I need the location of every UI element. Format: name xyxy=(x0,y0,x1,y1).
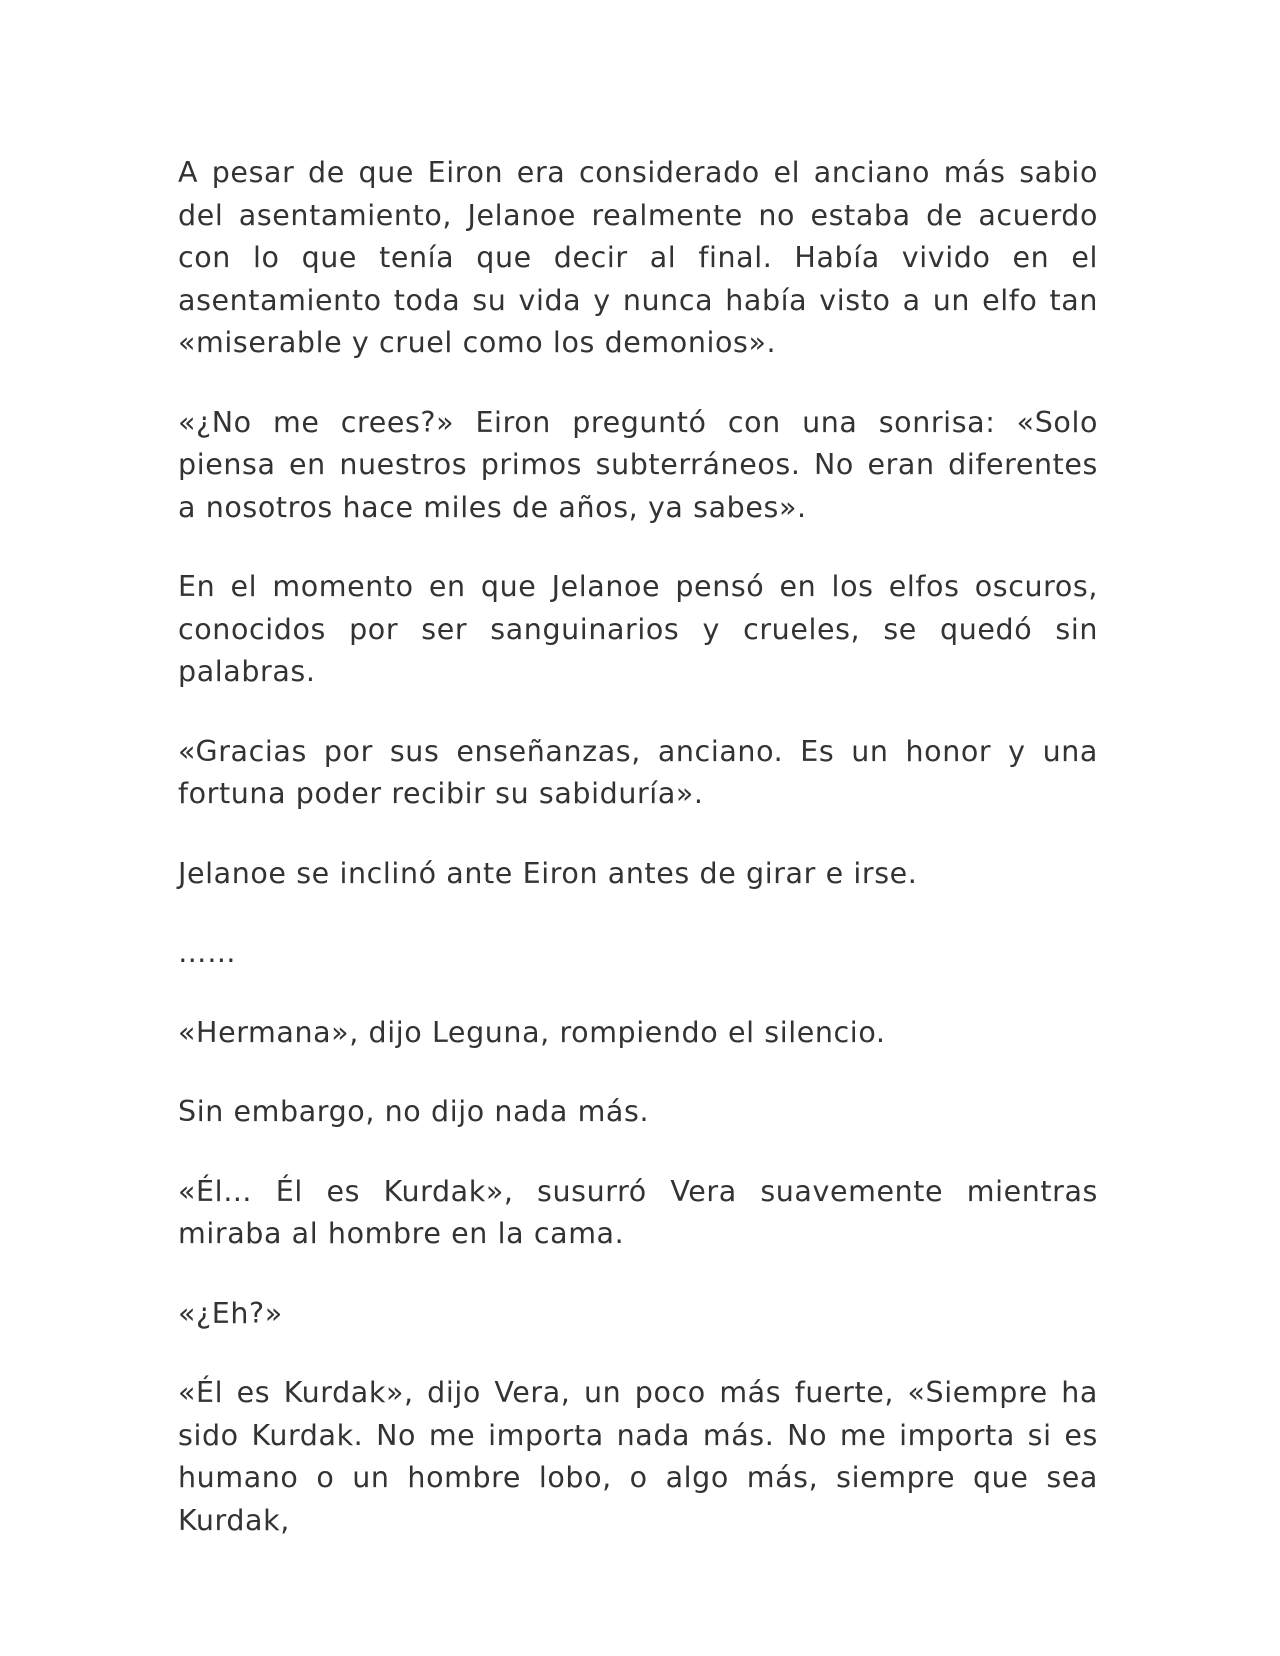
paragraph: Jelanoe se inclinó ante Eiron antes de girar e irse. xyxy=(178,856,918,890)
paragraph: En el momento en que Jelanoe pensó en los elfos oscuros, conocidos por ser sanguinarios y crueles, se quedó sin palabras. xyxy=(178,570,1098,688)
document-body xyxy=(178,152,1098,1542)
paragraph: A pesar de que Eiron era considerado el anciano más sabio del asentamiento, Jelanoe realmente no estaba de acuerdo con lo que tenía que decir al final. Había vivido en el asentamiento toda su vida y nunca había visto a un elfo tan «miserable y cruel como los demonios». xyxy=(178,156,1098,359)
paragraph: «Hermana», dijo Leguna, rompiendo el silencio. xyxy=(178,1015,886,1049)
paragraph: Sin embargo, no dijo nada más. xyxy=(178,1095,650,1128)
paragraph: «Él es Kurdak», dijo Vera, un poco más fuerte, «Siempre ha sido Kurdak. No me importa nada más. No me importa si es humano o un hombre lobo, o algo más, siempre que sea Kurdak, xyxy=(178,1376,1098,1537)
paragraph: «Él… Él es Kurdak», susurró Vera suavemente mientras miraba al hombre en la cama. xyxy=(178,1174,1098,1250)
paragraph: «¿Eh?» xyxy=(178,1296,283,1330)
paragraph: «¿No me crees?» Eiron preguntó con una sonrisa: «Solo piensa en nuestros primos subterráneos. No eran diferentes a nosotros hace miles de años, ya sabes». xyxy=(178,405,1098,524)
paragraph: «Gracias por sus enseñanzas, anciano. Es un honor y una fortuna poder recibir su sabiduría». xyxy=(178,734,1098,810)
scene-break: …… xyxy=(178,936,237,969)
